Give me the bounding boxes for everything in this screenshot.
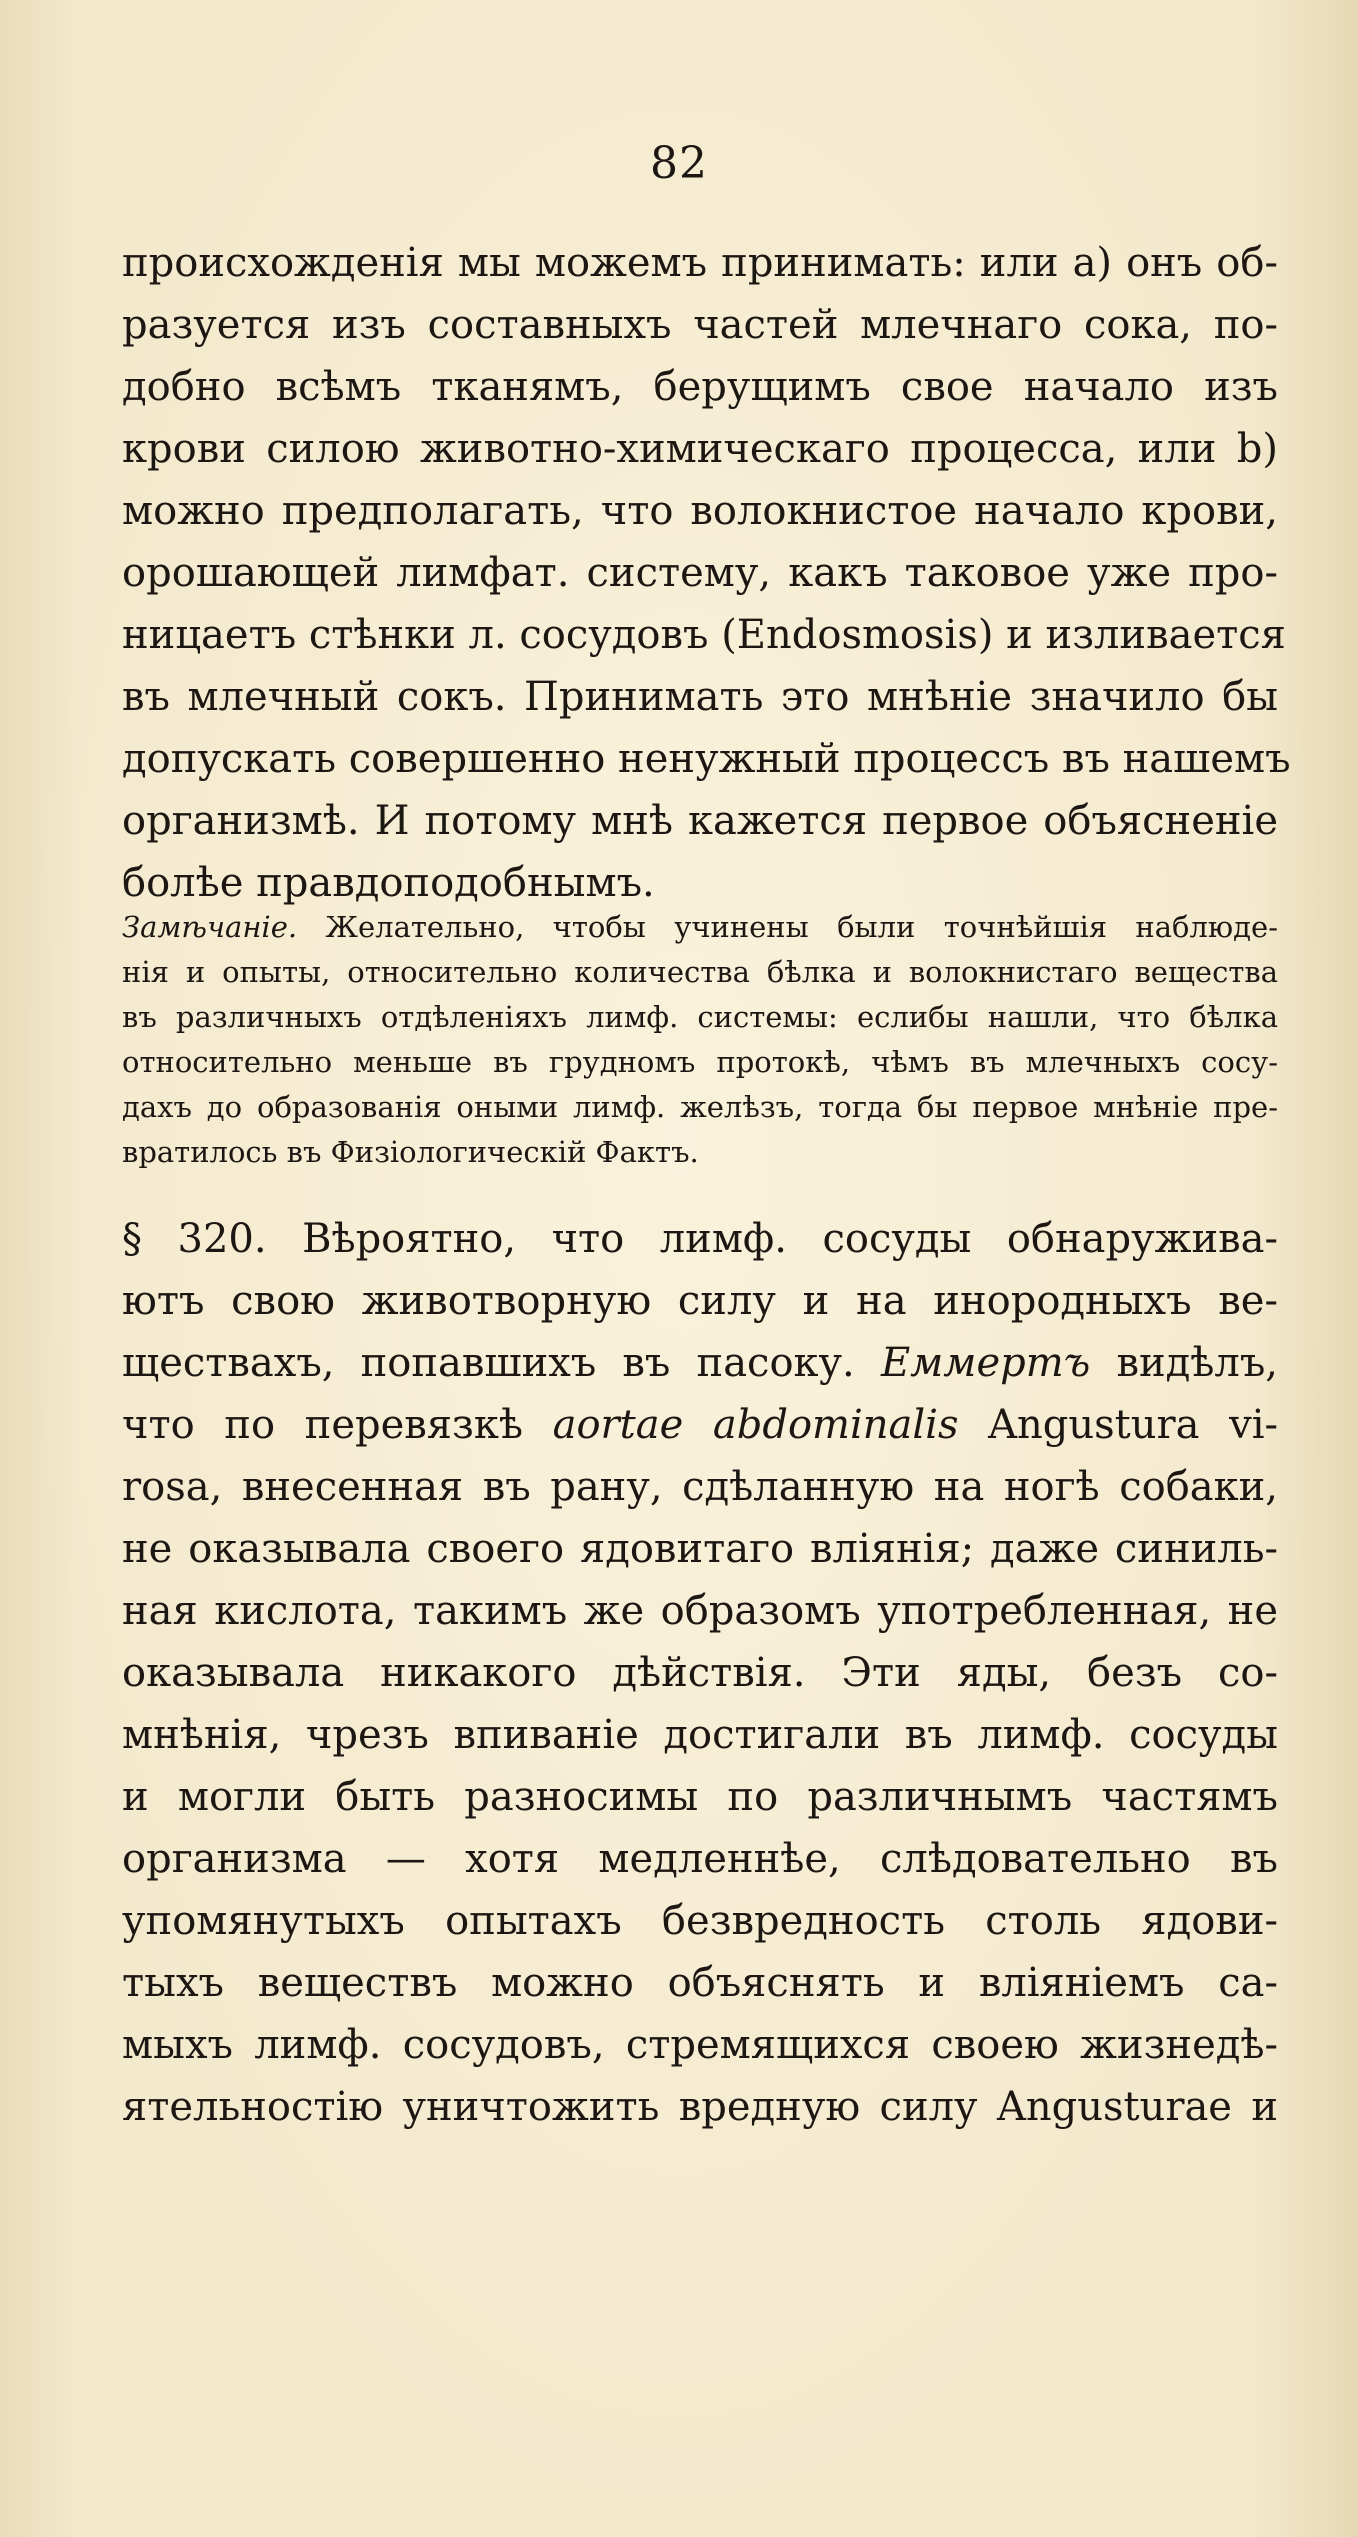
text-line: § 320. Вѣроятно, что лимф. сосуды обнаружива-: [122, 1216, 1278, 1262]
note-text: Желательно, чтобы учинены были точнѣйшія наблюде-: [297, 910, 1278, 944]
text-line: мыхъ лимф. сосудовъ, стремящихся своею жизнедѣ-: [122, 2022, 1278, 2068]
note-label: Замѣчаніе.: [122, 910, 298, 944]
text-line: ная кислота, такимъ же образомъ употребленная, не: [122, 1588, 1278, 1634]
text-segment: Angustura vi-: [958, 1402, 1279, 1448]
text-line: въ млечный сокъ. Принимать это мнѣніе значило бы: [122, 674, 1278, 720]
note-line: относительно меньше въ грудномъ протокѣ, чѣмъ въ млечныхъ сосу-: [122, 1045, 1278, 1079]
text-line: ютъ свою животворную силу и на инородныхъ ве-: [122, 1278, 1278, 1324]
text-line: крови силою животно-химическаго процесса, или b): [122, 426, 1278, 472]
note-line: нія и опыты, относительно количества бѣлка и волокнистаго вещества: [122, 955, 1278, 989]
footnote-remark: [122, 905, 1278, 1175]
paragraph-2: [122, 1208, 1278, 2138]
text-line: не оказывала своего ядовитаго вліянія; даже синиль-: [122, 1526, 1278, 1572]
text-segment: что по перевязкѣ: [122, 1402, 553, 1448]
text-line: можно предполагать, что волокнистое начало крови,: [122, 488, 1278, 534]
text-line: [122, 1394, 1278, 1456]
text-line: и могли быть разносимы по различнымъ частямъ: [122, 1774, 1278, 1820]
text-line: допускать совершенно ненужный процессъ въ нашемъ: [122, 736, 1291, 782]
page-number: 82: [650, 138, 708, 189]
text-line: мнѣнія, чрезъ впиваніе достигали въ лимф. сосуды: [122, 1712, 1278, 1758]
text-line: оказывала никакого дѣйствія. Эти яды, безъ со-: [122, 1650, 1278, 1696]
text-line: rosa, внесенная въ рану, сдѣланную на ногѣ собаки,: [122, 1464, 1278, 1510]
note-line: въ различныхъ отдѣленіяхъ лимф. системы: еслибы нашли, что бѣлка: [122, 1000, 1278, 1034]
text-line: организма — хотя медленнѣе, слѣдовательно въ: [122, 1836, 1278, 1882]
text-line: упомянутыхъ опытахъ безвредность столь ядови-: [122, 1898, 1278, 1944]
text-line: добно всѣмъ тканямъ, берущимъ свое начало изъ: [122, 364, 1278, 410]
note-line: дахъ до образованія оными лимф. желѣзъ, тогда бы первое мнѣніе пре-: [122, 1090, 1278, 1124]
text-line: орошающей лимфат. систему, какъ таковое уже про-: [122, 550, 1278, 596]
text-line: организмѣ. И потому мнѣ кажется первое объясненіе: [122, 798, 1278, 844]
text-line: ятельностію уничтожить вредную силу Angusturae и: [122, 2084, 1278, 2130]
text-line: происхожденія мы можемъ принимать: или а) онъ об-: [122, 240, 1278, 286]
text-segment: ществахъ, попавшихъ въ пасоку.: [122, 1340, 881, 1386]
note-line: вратилось въ Физіологическій Фактъ.: [122, 1135, 699, 1169]
text-line: разуется изъ составныхъ частей млечнаго сока, по-: [122, 302, 1278, 348]
text-line: тыхъ веществъ можно объяснять и вліяніемъ са-: [122, 1960, 1278, 2006]
text-line: [122, 1332, 1278, 1394]
note-line: [122, 905, 1278, 950]
author-name: Еммертъ: [880, 1340, 1091, 1386]
latin-term: aortae abdominalis: [552, 1402, 959, 1448]
text-segment: видѣлъ,: [1090, 1340, 1278, 1386]
paragraph-1: [122, 232, 1291, 914]
text-line: ницаетъ стѣнки л. сосудовъ (Endosmosis) и изливается: [122, 612, 1286, 658]
text-line: болѣе правдоподобнымъ.: [122, 860, 655, 906]
